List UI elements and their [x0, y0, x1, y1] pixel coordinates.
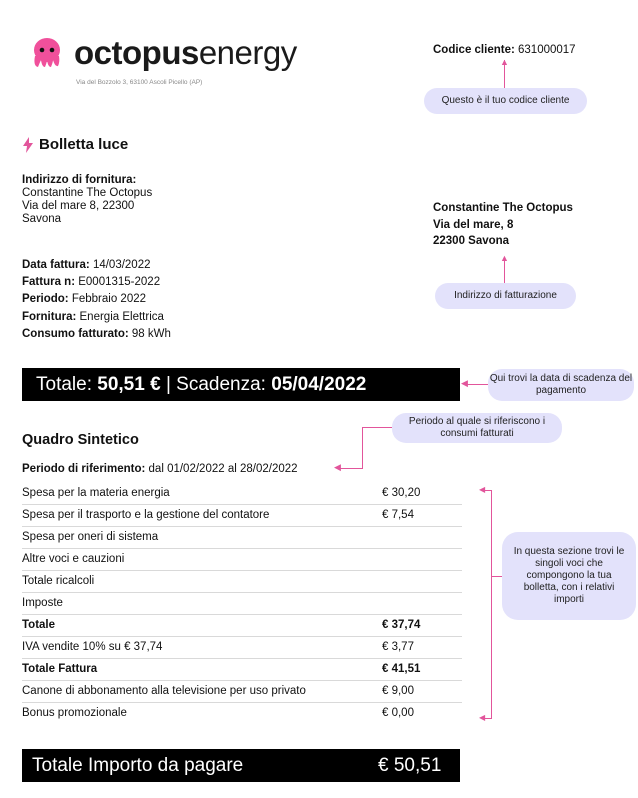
note-due-date: Qui trovi la data di scadenza del pagamento	[488, 369, 634, 401]
brand-bold: octopus	[74, 34, 199, 71]
summary-row: Spesa per la materia energia € 30,20	[22, 482, 462, 505]
summary-row: Spesa per oneri di sistema	[22, 526, 462, 549]
pay-label: Totale Importo da pagare	[32, 755, 244, 776]
brand-light: energy	[198, 34, 297, 71]
summary-row: Bonus promozionale € 0,00	[22, 707, 414, 719]
lightning-icon	[22, 137, 34, 158]
summary-row: Spesa per il trasporto e la gestione del contatore € 7,54	[22, 504, 462, 527]
supply-address	[22, 187, 152, 226]
summary-title: Quadro Sintetico	[22, 432, 139, 448]
billing-address	[433, 200, 573, 250]
pay-bar	[22, 749, 460, 782]
info-row: Consumo fatturato: 98 kWh	[22, 327, 171, 340]
arrow-line	[362, 427, 363, 469]
customer-code-value: 631000017	[518, 44, 576, 56]
arrow-left-icon: ◀	[479, 485, 486, 494]
due-value: 05/04/2022	[271, 373, 367, 395]
note-period: Periodo al quale si riferiscono i consumi fatturati	[392, 413, 562, 443]
info-row: Data fattura: 14/03/2022	[22, 259, 151, 271]
total-label: Totale:	[36, 373, 92, 395]
billing-line: 22300 Savona	[433, 235, 510, 247]
summary-row: Altre voci e cauzioni	[22, 548, 462, 571]
brand-logo	[74, 34, 297, 72]
bracket-line	[492, 576, 502, 577]
note-customer-code: Questo è il tuo codice cliente	[424, 88, 587, 114]
due-label: Scadenza:	[176, 373, 266, 395]
period-label: Periodo di riferimento:	[22, 463, 146, 475]
supply-label: Indirizzo di fornitura:	[22, 174, 137, 186]
info-row: Periodo: Febbraio 2022	[22, 293, 147, 306]
total-bar	[22, 368, 460, 401]
billing-line: Constantine The Octopus	[433, 202, 573, 214]
info-row: Fornitura: Energia Elettrica	[22, 310, 164, 323]
arrow-left-icon: ◀	[461, 378, 468, 388]
customer-code-label: Codice cliente:	[433, 44, 515, 56]
period-value: dal 01/02/2022 al 28/02/2022	[148, 463, 298, 475]
bill-title: Bolletta luce	[39, 136, 129, 153]
bracket-line	[491, 490, 492, 719]
octopus-logo-icon	[30, 36, 64, 70]
info-row: Fattura n: E0001315-2022	[22, 276, 161, 289]
supply-line: Constantine The Octopus	[22, 187, 153, 199]
arrow-up-icon: ▲	[500, 253, 509, 263]
note-billing-address: Indirizzo di fatturazione	[435, 283, 576, 309]
bill-info	[22, 257, 171, 343]
note-items: In questa sezione trovi le singoli voci che compongono la tua bolletta, con i relativi importi	[502, 532, 636, 620]
supply-line: Savona	[22, 213, 62, 225]
summary-row-total: Totale € 37,74	[22, 614, 462, 637]
arrow-line	[362, 427, 392, 428]
summary-row: IVA vendite 10% su € 37,74 € 3,77	[22, 636, 462, 659]
arrow-up-icon: ▲	[500, 57, 509, 67]
summary-row-total-invoice: Totale Fattura € 41,51	[22, 658, 462, 681]
summary-period	[22, 463, 298, 476]
arrow-line	[338, 468, 363, 469]
summary-row: Canone di abbonamento alla televisione per uso privato € 9,00	[22, 680, 462, 703]
arrow-left-icon: ◀	[334, 462, 341, 472]
supply-line: Via del mare 8, 22300	[22, 200, 135, 212]
separator: |	[165, 373, 171, 395]
summary-row: Imposte	[22, 592, 462, 615]
total-value: 50,51 €	[97, 373, 161, 395]
arrow-left-icon: ◀	[479, 713, 486, 722]
pay-amount: € 50,51	[378, 755, 442, 776]
customer-code	[433, 44, 576, 57]
summary-row: Totale ricalcoli	[22, 570, 462, 593]
company-address: Via del Bozzolo 3, 63100 Ascoli Picello (AP)	[76, 79, 203, 86]
billing-line: Via del mare, 8	[433, 218, 514, 231]
